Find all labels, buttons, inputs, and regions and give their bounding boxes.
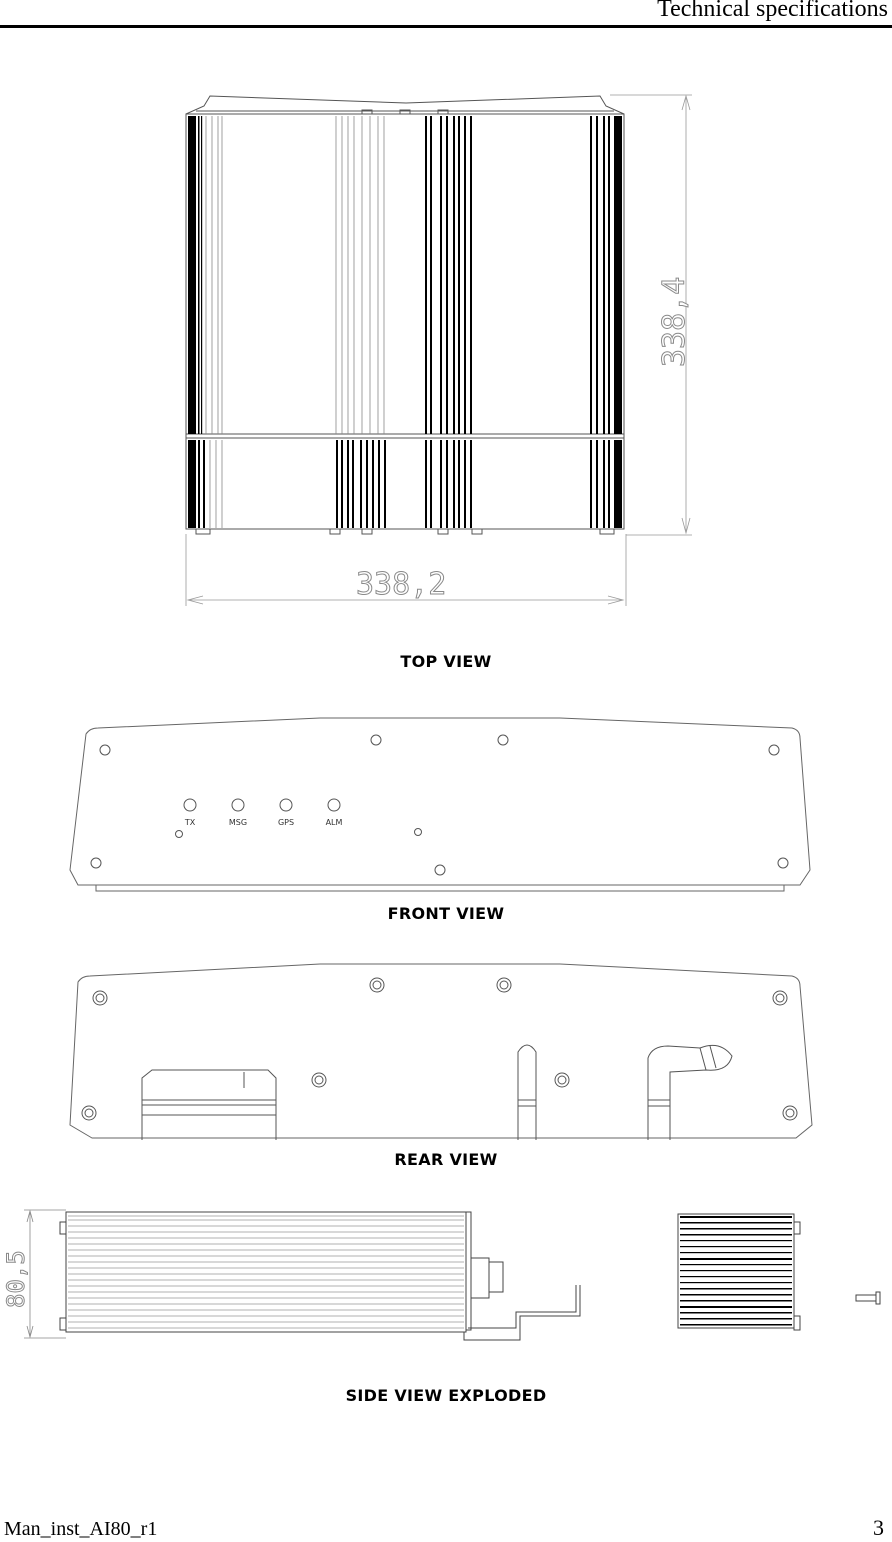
page-number: 3 bbox=[873, 1515, 884, 1540]
rear-view-drawing bbox=[0, 945, 892, 1155]
led-label-gps: GPS bbox=[277, 818, 295, 827]
side-height-dimension: 80,5 bbox=[2, 1250, 30, 1308]
side-view-drawing bbox=[0, 1195, 892, 1385]
front-view-drawing bbox=[0, 700, 892, 900]
led-label-tx: TX bbox=[184, 818, 196, 827]
side-view-caption: SIDE VIEW EXPLODED bbox=[345, 1386, 547, 1405]
top-view-drawing bbox=[0, 0, 892, 640]
led-label-msg: MSG bbox=[228, 818, 248, 827]
top-width-dimension: 338,2 bbox=[356, 567, 447, 602]
top-view-caption: TOP VIEW bbox=[400, 652, 492, 671]
document-id: Man_inst_AI80_r1 bbox=[4, 1518, 158, 1540]
section-title: Technical specifications bbox=[657, 0, 888, 22]
led-label-alm: ALM bbox=[325, 818, 343, 827]
top-height-dimension: 338,4 bbox=[657, 276, 692, 367]
front-view-caption: FRONT VIEW bbox=[387, 904, 505, 923]
rear-view-caption: REAR VIEW bbox=[394, 1150, 498, 1169]
